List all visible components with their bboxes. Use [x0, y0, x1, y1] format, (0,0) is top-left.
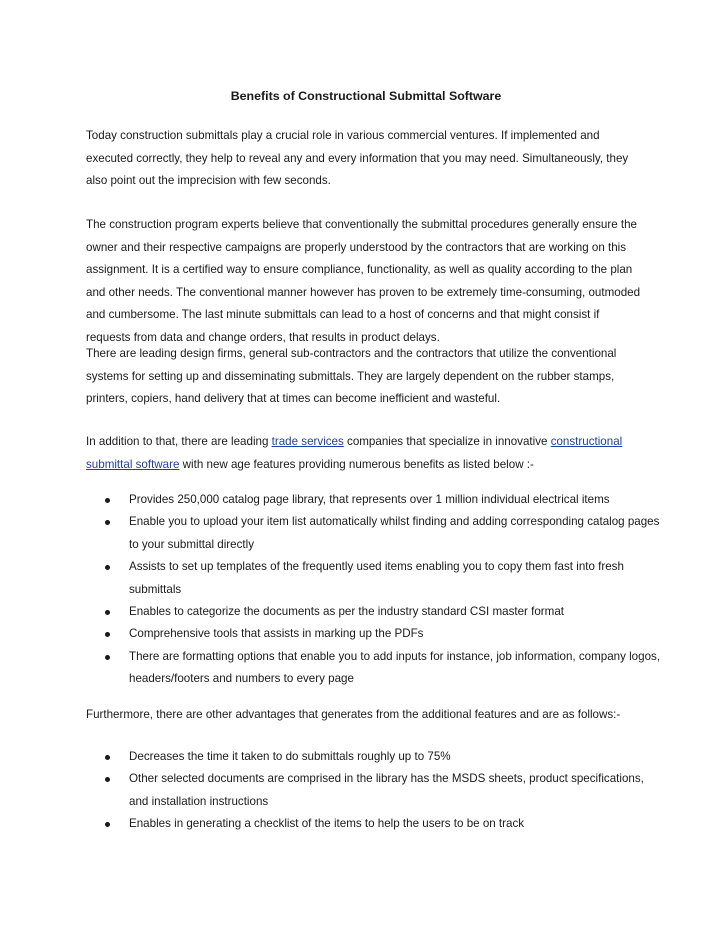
bullet-icon: [105, 565, 110, 570]
list-item: [86, 511, 666, 556]
list-item: [86, 623, 666, 645]
list-item: [86, 646, 666, 691]
list-item: [86, 601, 666, 623]
list-item-text: Comprehensive tools that assists in marking up the PDFs: [129, 627, 424, 641]
list-item-text: Assists to set up templates of the frequently used items enabling you to copy them fast into fresh submittals: [129, 560, 624, 596]
list-item: [86, 746, 666, 768]
trade-services-link[interactable]: trade services: [271, 435, 344, 448]
advantages-list: [86, 746, 666, 836]
list-item-text: Other selected documents are comprised in the library has the MSDS sheets, product specifications, and installation instructions: [129, 772, 644, 808]
paragraph-conventional-procedures: The construction program experts believe that conventionally the submittal procedures generally ensure the owner and their respective campaigns are properly understood by the contractors that are working on this assignment. It is a certified way to ensure compliance, functionality, as well as quality according to the plan and other needs. The conventional manner however has proven to be extremely time-consuming, outmoded and cumbersome. The last minute submittals can lead to a host of concerns and that might consist if requests from data and change orders, that results in product delays.: [86, 218, 641, 344]
list-item-text: Enables in generating a checklist of the items to help the users to be on track: [129, 817, 525, 831]
paragraph-text: with new age features providing numerous benefits as listed below :-: [179, 457, 534, 471]
bullet-icon: [105, 822, 110, 827]
list-item: [86, 768, 666, 813]
list-item: [86, 813, 666, 835]
paragraph-intro: Today construction submittals play a crucial role in various commercial ventures. If implemented and executed correctly, they help to reveal any and every information that you may need. Simultaneously, they also point out the imprecision with few seconds.: [86, 129, 629, 188]
constructional-submittal-software-link[interactable]: constructional submittal software: [86, 435, 623, 471]
bullet-icon: [105, 632, 110, 637]
paragraph-software-intro: [86, 431, 646, 476]
paragraph-text: In addition to that, there are leading: [86, 435, 272, 448]
document-title: Benefits of Constructional Submittal Software: [230, 89, 502, 103]
bullet-icon: [105, 498, 110, 503]
list-item-text: Enable you to upload your item list automatically whilst finding and adding corresponding catalog pages to your submittal directly: [129, 515, 660, 551]
paragraph-conventional-systems: There are leading design firms, general sub-contractors and the contractors that utilize the conventional systems for setting up and disseminating submittals. They are largely dependent on the rubber stamps, printers, copiers, hand delivery that at times can become inefficient and wasteful.: [86, 347, 617, 406]
paragraph-text: companies that specialize in innovative: [343, 435, 551, 448]
list-item: [86, 556, 666, 601]
list-item-text: There are formatting options that enable you to add inputs for instance, job information, company logos, headers/footers and numbers to every page: [129, 649, 661, 686]
list-item-text: Decreases the time it taken to do submittals roughly up to 75%: [129, 750, 451, 763]
paragraph-additional-advantages: Furthermore, there are other advantages that generates from the additional features and are as follows:-: [86, 708, 621, 721]
bullet-icon: [105, 755, 110, 760]
bullet-icon: [105, 655, 110, 660]
list-item-text: Provides 250,000 catalog page library, that represents over 1 million individual electrical items: [129, 493, 610, 506]
bullet-icon: [105, 610, 110, 615]
benefits-list: [86, 489, 666, 691]
list-item-text: Enables to categorize the documents as per the industry standard CSI master format: [129, 605, 564, 619]
bullet-icon: [105, 520, 110, 525]
bullet-icon: [105, 777, 110, 782]
list-item: [86, 489, 666, 511]
